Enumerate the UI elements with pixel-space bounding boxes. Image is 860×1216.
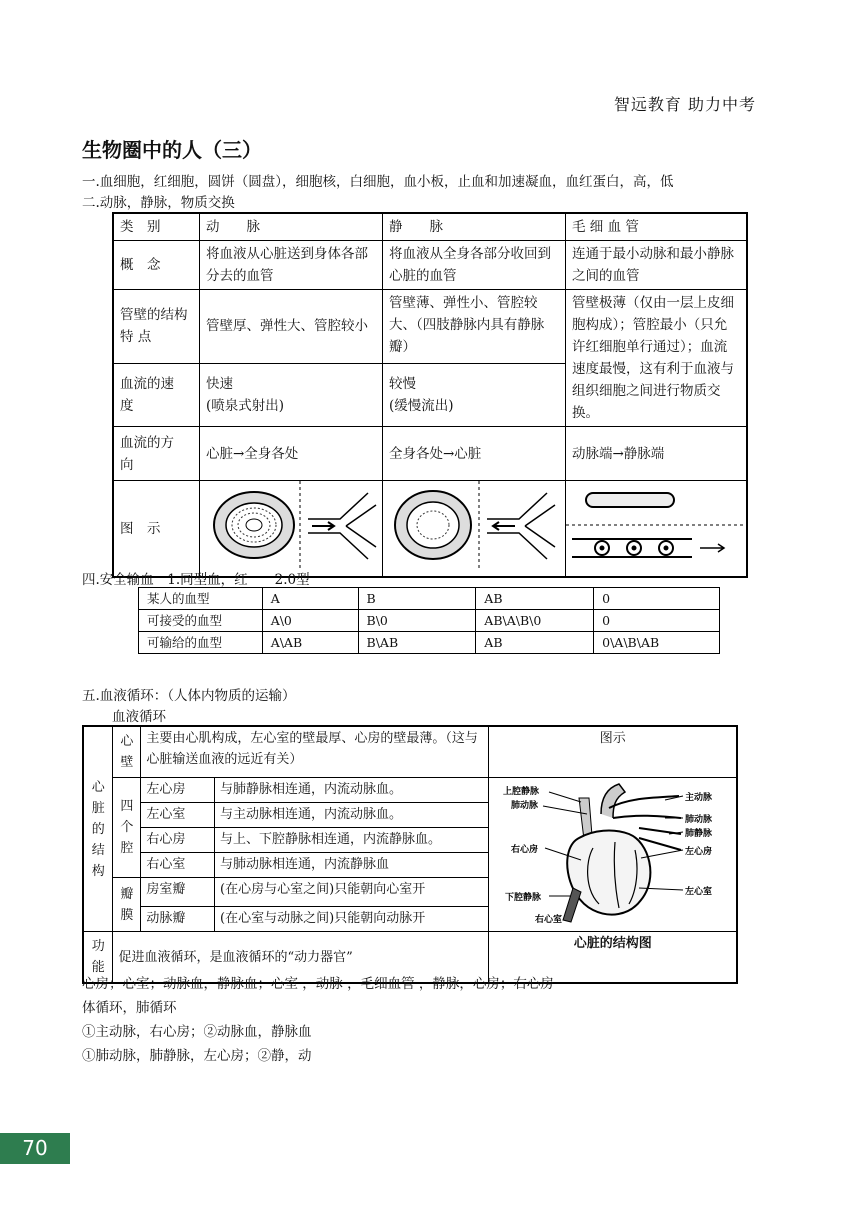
cavity-name: 左心房 bbox=[141, 778, 215, 803]
wall-capillary: 管壁极薄（仅由一层上皮细胞构成）；管腔最小（只允许红细胞单行通过）；血流速度最慢，这有利于血液与组织细胞之间进行物质交换。 bbox=[566, 290, 748, 427]
header-category: 类 别 bbox=[113, 213, 200, 241]
valve-desc: (在心房与心室之间)只能朝向心室开 bbox=[215, 878, 489, 907]
blood-cell: A\AB bbox=[262, 632, 358, 654]
blood-cell: 可输给的血型 bbox=[139, 632, 263, 654]
blood-cell: 某人的血型 bbox=[139, 588, 263, 610]
direction-artery: 心脏→全身各处 bbox=[200, 427, 383, 481]
blood-cell: AB bbox=[476, 632, 594, 654]
concept-artery: 将血液从心脏送到身体各部分去的血管 bbox=[200, 241, 383, 290]
heart-wall-label: 心壁 bbox=[113, 726, 141, 778]
diagram-label: 左心室 bbox=[685, 887, 713, 897]
blood-cell: 0 bbox=[594, 588, 720, 610]
heart-table bbox=[82, 725, 738, 984]
blood-cell: 可接受的血型 bbox=[139, 610, 263, 632]
figure-label: 图 示 bbox=[113, 481, 200, 578]
diagram-label: 上腔静脉 bbox=[503, 787, 540, 797]
section-2-text: 二.动脉，静脉，物质交换 bbox=[82, 195, 235, 211]
wall-vein: 管壁薄、弹性小、管腔较大、（四肢静脉内具有静脉瓣） bbox=[383, 290, 566, 364]
cavity-name: 右心房 bbox=[141, 828, 215, 853]
blood-cell: B\AB bbox=[358, 632, 476, 654]
direction-capillary: 动脉端→静脉端 bbox=[566, 427, 748, 481]
artery-illustration bbox=[200, 481, 382, 569]
diagram-label: 肺静脉 bbox=[685, 829, 713, 839]
diagram-label: 下腔静脉 bbox=[505, 893, 542, 903]
speed-vein: 较慢 (缓慢流出) bbox=[383, 363, 566, 426]
wall-artery: 管壁厚、弹性大、管腔较小 bbox=[200, 290, 383, 364]
concept-capillary: 连通于最小动脉和最小静脉之间的血管 bbox=[566, 241, 748, 290]
heart-wall-text: 主要由心肌构成，左心室的壁最厚、心房的壁最薄。（这与心脏输送血液的远近有关） bbox=[141, 726, 489, 778]
blood-type-table bbox=[138, 587, 720, 654]
header-artery: 动 脉 bbox=[200, 213, 383, 241]
cavity-desc: 与上、下腔静脉相连通，内流静脉血。 bbox=[215, 828, 489, 853]
blood-cell: A bbox=[262, 588, 358, 610]
diagram-label: 右心房 bbox=[511, 845, 539, 855]
cavity-label: 四个腔 bbox=[113, 778, 141, 878]
page-header: 智远教育 助力中考 bbox=[613, 95, 756, 114]
direction-vein: 全身各处→心脏 bbox=[383, 427, 566, 481]
concept-label: 概 念 bbox=[113, 241, 200, 290]
valve-desc: (在心室与动脉之间)只能朝向动脉开 bbox=[215, 906, 489, 932]
blood-cell: B bbox=[358, 588, 476, 610]
section-4-text: 四.安全输血 1.同型血，红 2.0型 bbox=[82, 572, 310, 588]
header-vein: 静 脉 bbox=[383, 213, 566, 241]
diagram-label: 肺动脉 bbox=[511, 801, 539, 811]
page-title: 生物圈中的人（三） bbox=[82, 138, 262, 162]
valve-label: 瓣膜 bbox=[113, 878, 141, 932]
cavity-desc: 与肺静脉相连通，内流动脉血。 bbox=[215, 778, 489, 803]
section-5-text: 五.血液循环：（人体内物质的运输） bbox=[82, 688, 296, 704]
diagram-label: 肺动脉 bbox=[685, 815, 713, 825]
valve-name: 动脉瓣 bbox=[141, 906, 215, 932]
blood-cell: 0\A\B\AB bbox=[594, 632, 720, 654]
capillary-illustration bbox=[566, 481, 746, 569]
tail-line: 心房；心室；动脉血，静脉血；心室 ，动脉 ，毛细血管 ，静脉，心房；右心房 bbox=[82, 976, 554, 992]
page-number: 70 bbox=[0, 1133, 70, 1164]
wall-label: 管壁的结构 特 点 bbox=[113, 290, 200, 364]
cavity-name: 左心室 bbox=[141, 803, 215, 828]
tail-line: 体循环，肺循环 bbox=[82, 1000, 177, 1016]
capillary-figure bbox=[566, 481, 748, 578]
tail-line: ①主动脉，右心房；②动脉血，静脉血 bbox=[82, 1024, 312, 1040]
speed-label: 血流的速 度 bbox=[113, 363, 200, 426]
heart-figure-cell bbox=[489, 778, 737, 932]
blood-cell: AB bbox=[476, 588, 594, 610]
speed-artery: 快速 (喷泉式射出) bbox=[200, 363, 383, 426]
direction-label: 血流的方 向 bbox=[113, 427, 200, 481]
heart-structure-label: 心脏的结构 bbox=[83, 726, 113, 932]
tail-line: ①肺动脉，肺静脉，左心房；②静，动 bbox=[82, 1048, 312, 1064]
cavity-desc: 与主动脉相连通，内流动脉血。 bbox=[215, 803, 489, 828]
header-capillary: 毛 细 血 管 bbox=[566, 213, 748, 241]
artery-figure bbox=[200, 481, 383, 578]
concept-vein: 将血液从全身各部分收回到心脏的血管 bbox=[383, 241, 566, 290]
vein-figure bbox=[383, 481, 566, 578]
diagram-label: 右心室 bbox=[535, 915, 563, 924]
function-label: 功能 bbox=[83, 932, 113, 984]
valve-name: 房室瓣 bbox=[141, 878, 215, 907]
blood-cell: AB\A\B\0 bbox=[476, 610, 594, 632]
cavity-desc: 与肺动脉相连通，内流静脉血 bbox=[215, 853, 489, 878]
heart-diagram bbox=[489, 778, 733, 924]
vein-illustration bbox=[383, 481, 565, 569]
blood-cell: B\0 bbox=[358, 610, 476, 632]
section-1-text: 一.血细胞，红细胞，圆饼（圆盘），细胞核，白细胞，血小板，止血和加速凝血，血红蛋白，高，低 bbox=[82, 174, 674, 190]
cavity-name: 右心室 bbox=[141, 853, 215, 878]
figure-caption: 心脏的结构图 bbox=[489, 932, 737, 984]
section-5-subtitle: 血液循环 bbox=[112, 709, 166, 725]
blood-cell: 0 bbox=[594, 610, 720, 632]
vessel-table bbox=[112, 212, 748, 578]
diagram-label: 左心房 bbox=[685, 847, 713, 857]
function-text: 促进血液循环，是血液循环的“动力器官” bbox=[113, 932, 489, 984]
diagram-label: 主动脉 bbox=[685, 793, 713, 803]
figure-header: 图示 bbox=[489, 726, 737, 778]
blood-cell: A\0 bbox=[262, 610, 358, 632]
